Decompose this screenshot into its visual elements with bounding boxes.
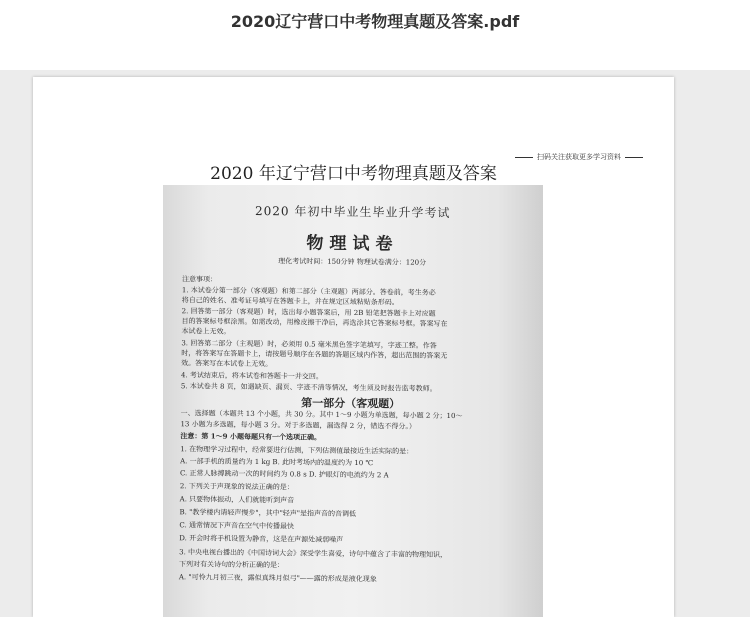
note-line: 时，将答案写在答题卡上，请按题号顺序在各题的答题区域内作答，超出范围的答案无 <box>181 349 448 360</box>
document-title: 2020 年辽宁营口中考物理真题及答案 <box>210 164 497 184</box>
viewer-header <box>0 0 750 70</box>
question-line: B. "教学楼内请轻声慢步"，其中"轻声"是指声音的音调低 <box>179 508 357 519</box>
section-one-text: 13 小题为多选题，每小题 3 分。对于多选题，漏选得 2 分，错选不得分。） <box>180 420 416 431</box>
question-line: A. 只要物体振动，人们就能听到声音 <box>179 495 295 505</box>
question-line: A. "可怜九月初三夜，露似真珠月似弓"——露的形成是液化现象 <box>178 573 377 584</box>
note-line: 4. 考试结束后，将本试卷和答题卡一并交回。 <box>180 371 323 381</box>
note-line: 本试卷上无效。 <box>181 327 231 336</box>
note-line: 2. 回答第一部分（客观题）时，选出每小题答案后，用 2B 铅笔把答题卡上对应题 <box>181 307 436 318</box>
question-line: A. 一部手机的质量约为 1 kg B. 此时考场内的温度约为 10 ℃ <box>180 457 374 468</box>
question-line: 3. 中央电视台播出的《中国诗词大会》深受学生喜爱，诗句中蕴含了丰富的物理知识， <box>179 548 448 560</box>
question-line: 1. 在物理学习过程中，经常要进行估测，下列估测值最接近生活实际的是： <box>180 445 414 456</box>
question-line: 下列对有关诗句的分析正确的是： <box>178 560 285 570</box>
note-line: 1. 本试卷分第一部分（客观题）和第二部分（主观题）两部分。答卷前，考生务必 <box>181 286 436 297</box>
document-page <box>33 77 674 617</box>
question-line: C. 正常人脉搏跳动一次的时间约为 0.8 s D. 护眼灯的电流约为 2 A <box>179 469 389 480</box>
promo-rule-left <box>515 157 533 158</box>
note-line: 将自己的姓名、准考证号填写在答题卡上，并在规定区域粘贴条形码。 <box>181 296 399 307</box>
note-line: 3. 回答第二部分（主观题）时，必须用 0.5 毫米黑色签字笔填写，字迹工整。作答 <box>181 339 437 350</box>
question-line: C. 通常情况下声音在空气中传播最快 <box>179 521 295 531</box>
note-line: 目的答案标号框涂黑。如需改动，用橡皮擦干净后，再选涂其它答案标号框。答案写在 <box>181 317 448 328</box>
part-one-heading: 第一部分（客观题） <box>301 396 401 411</box>
file-title: 2020辽宁营口中考物理真题及答案.pdf <box>230 12 520 31</box>
scanned-exam-image <box>163 185 543 617</box>
exam-name: 2020 年初中毕业生毕业升学考试 <box>254 203 451 221</box>
exam-subject: 物理试卷 <box>306 233 399 255</box>
section-note: 注意：第 1～9 小题每题只有一个选项正确。 <box>180 431 322 442</box>
notes-heading: 注意事项： <box>181 275 218 284</box>
section-one-text: 一、选择题（本题共 13 个小题，共 30 分。其中 1～9 小题为单选题，每小题 2 分；10～ <box>180 409 463 421</box>
exam-time-info: 理化考试时间：150分钟 物理试卷满分：120分 <box>278 257 427 267</box>
question-line: 2. 下列关于声现象的说法正确的是： <box>179 482 294 492</box>
promo-rule-right <box>625 157 643 158</box>
note-line: 效。答案写在本试卷上无效。 <box>181 359 273 369</box>
note-line: 5. 本试卷共 8 页，如遇缺页、漏页、字迹不清等情况，考生须及时报告监考教师。 <box>180 382 437 393</box>
promo-text: 扫码关注获取更多学习资料 <box>537 153 621 161</box>
question-line: D. 开会时将手机设置为静音，这是在声源处减弱噪声 <box>179 534 344 544</box>
